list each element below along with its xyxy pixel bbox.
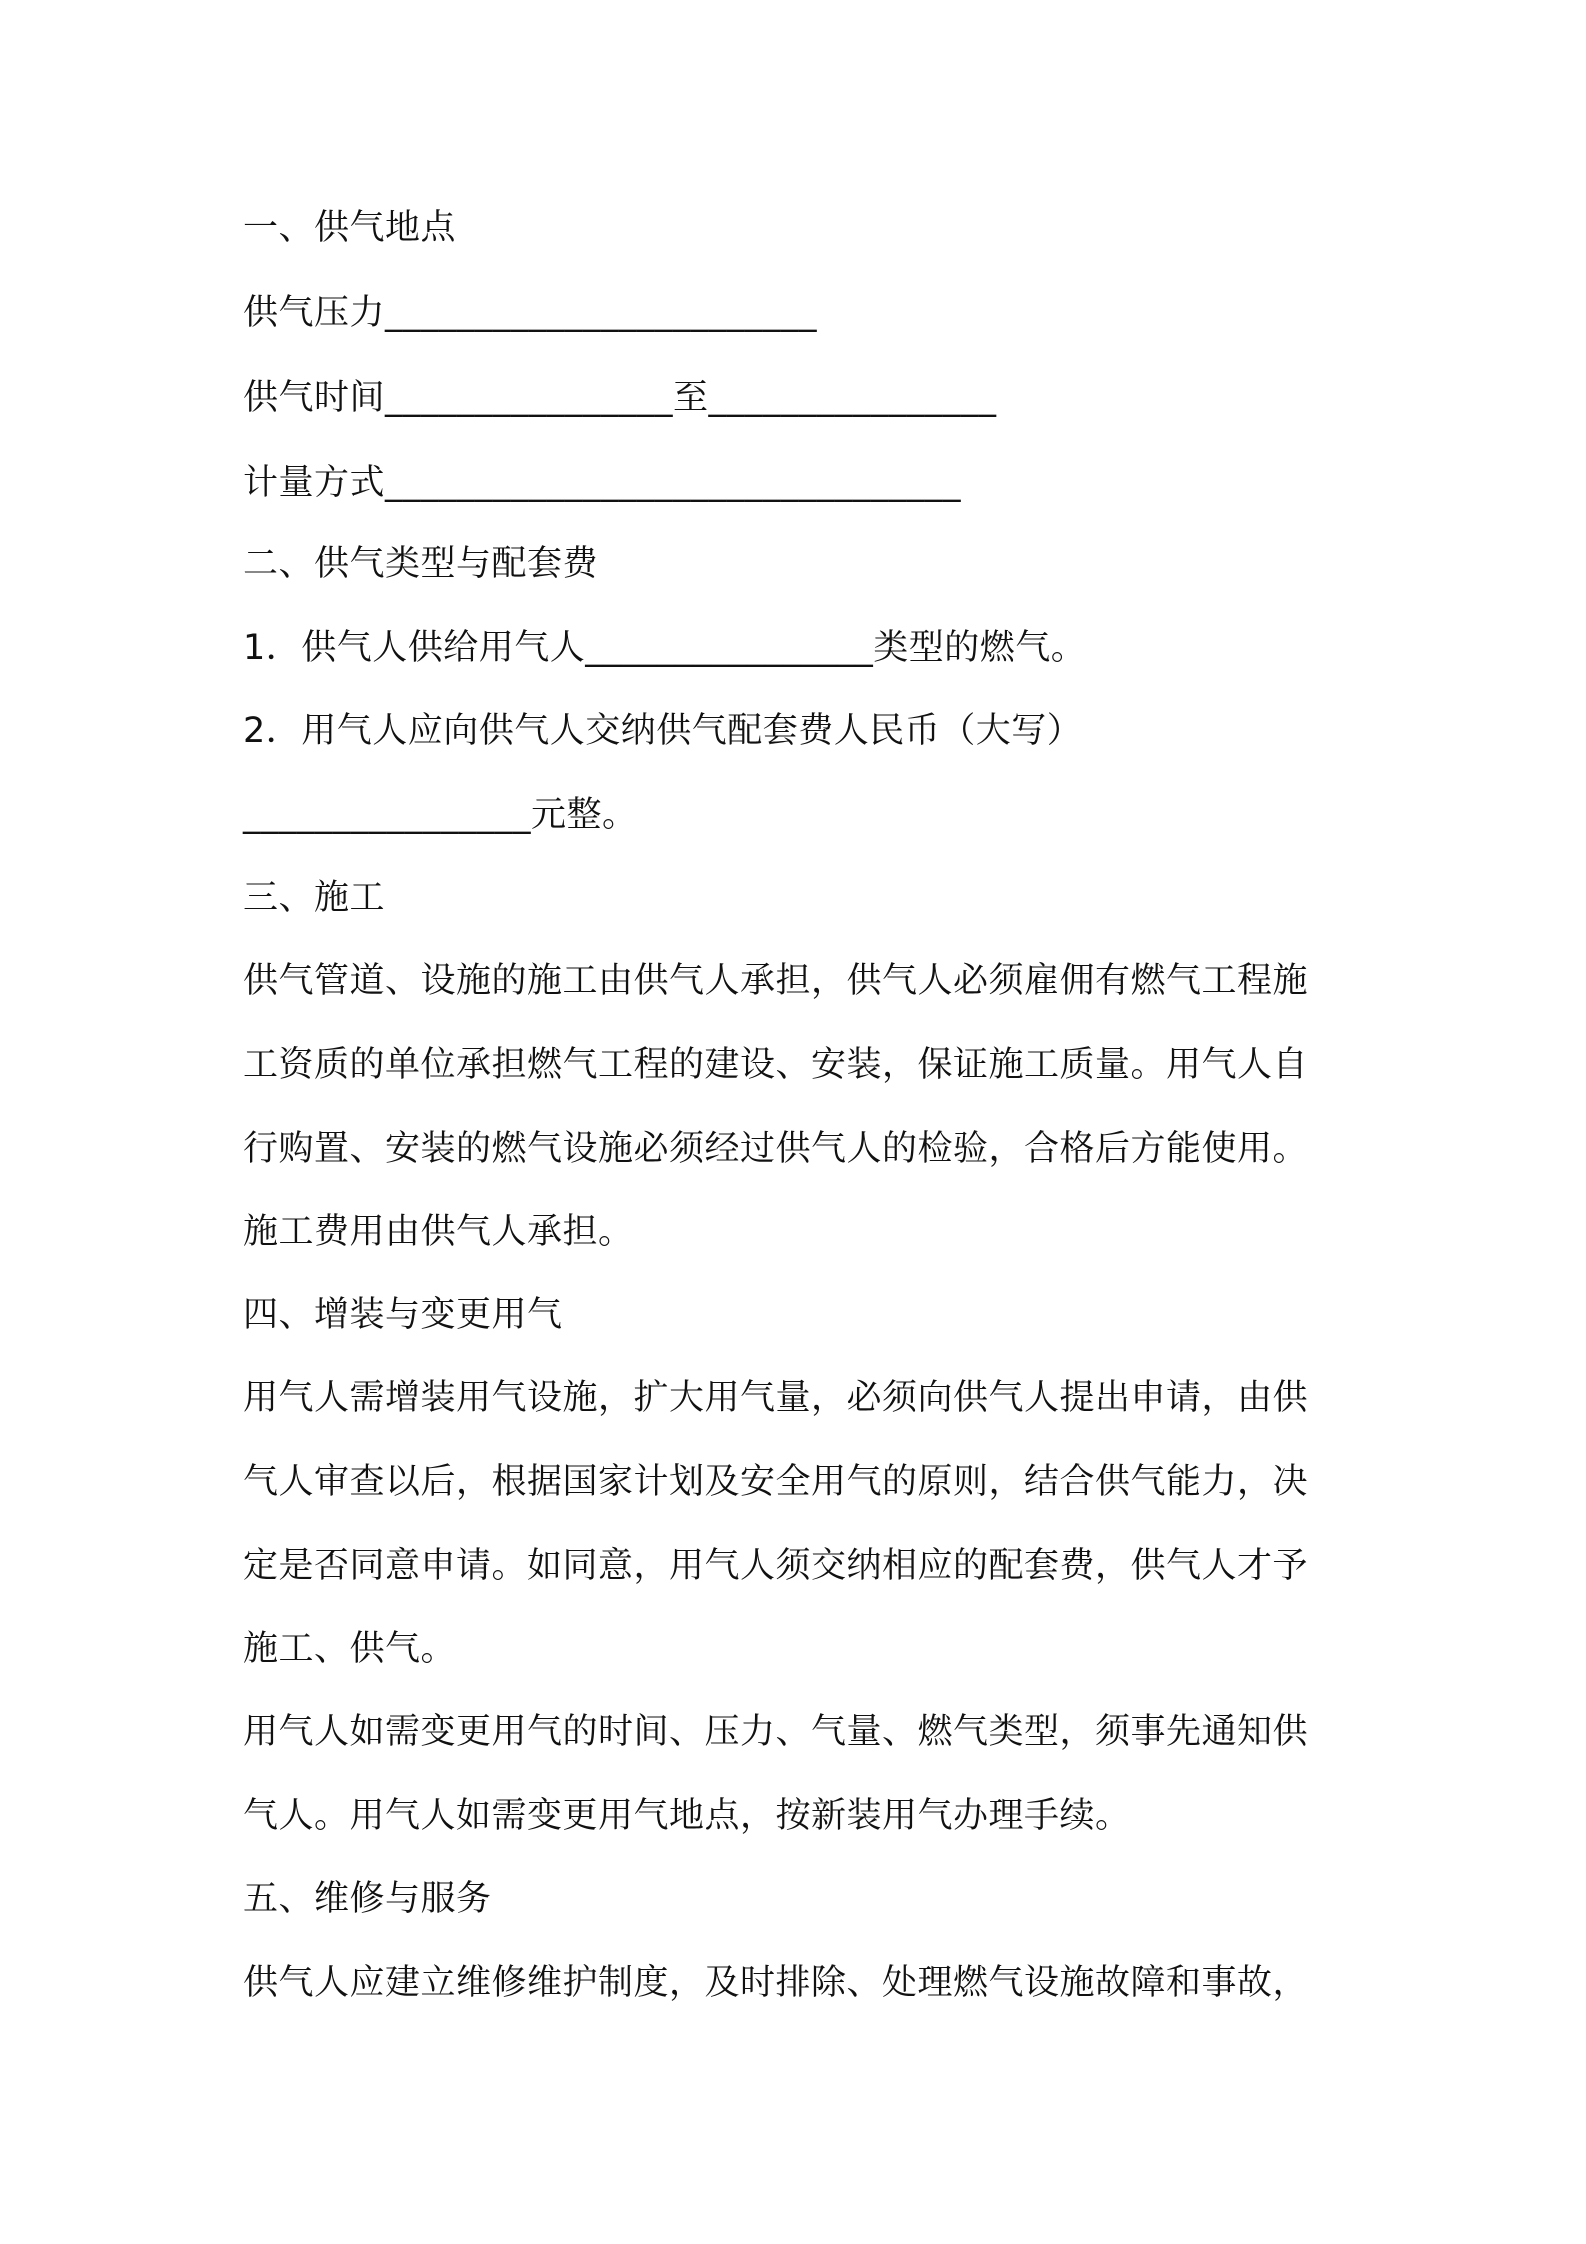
paragraph-line: 气人。用气人如需变更用气地点，按新装用气办理手续。 [243,1796,1131,1836]
paragraph-line: 用气人如需变更用气的时间、压力、气量、燃气类型，须事先通知供 [243,1712,1309,1752]
paragraph-line: 工资质的单位承担燃气工程的建设、安装，保证施工质量。用气人自 [243,1045,1309,1085]
section-heading-maintenance: 五、维修与服务 [243,1879,492,1919]
section-heading-construction: 三、施工 [243,878,386,918]
section-heading-additions: 四、增装与变更用气 [243,1295,563,1335]
clause-supporting-fee-amount: ________________元整。 [243,795,638,835]
clause-gas-type: 1．供气人供给用气人________________类型的燃气。 [243,628,1087,668]
paragraph-line: 施工、供气。 [243,1629,457,1669]
paragraph-line: 行购置、安装的燃气设施必须经过供气人的检验，合格后方能使用。 [243,1129,1309,1169]
paragraph-line: 供气管道、设施的施工由供气人承担，供气人必须雇佣有燃气工程施 [243,961,1309,1001]
section-heading-gas-type-fee: 二、供气类型与配套费 [243,544,599,584]
paragraph-line: 供气人应建立维修维护制度，及时排除、处理燃气设施故障和事故， [243,1963,1309,2003]
section-heading-supply-location: 一、供气地点 [243,208,457,248]
paragraph-line: 定是否同意申请。如同意，用气人须交纳相应的配套费，供气人才予 [243,1546,1309,1586]
clause-supporting-fee: 2．用气人应向供气人交纳供气配套费人民币（大写） [243,711,1083,751]
field-supply-time: 供气时间________________至________________ [243,378,997,418]
paragraph-line: 用气人需增装用气设施，扩大用气量，必须向供气人提出申请，由供 [243,1378,1309,1418]
paragraph-line: 施工费用由供气人承担。 [243,1212,634,1252]
field-metering-method: 计量方式________________________________ [243,463,962,503]
field-supply-pressure: 供气压力________________________ [243,293,818,333]
paragraph-line: 气人审查以后，根据国家计划及安全用气的原则，结合供气能力，决 [243,1462,1309,1502]
